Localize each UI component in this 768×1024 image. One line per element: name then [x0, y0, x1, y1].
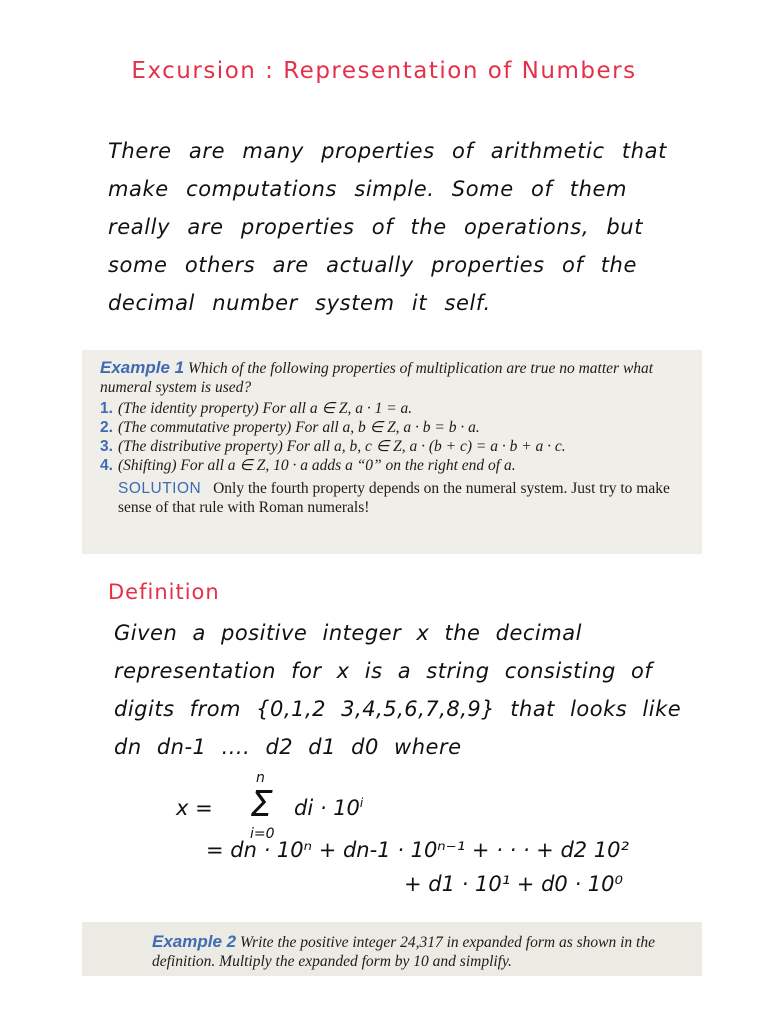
formula-term-base: di · 10	[294, 796, 360, 820]
solution-block	[100, 479, 688, 517]
properties-list	[100, 399, 688, 475]
definition-body: Given a positive integer x the decimal representation for x is a string consisting of digits from {0,1,2 3,4,5,6,7,8,9} that looks like dn dn-1 .... d2 d1 d0 where	[114, 621, 682, 759]
example-2-box	[82, 922, 702, 976]
list-item-text: (The identity property) For all a ∈ Z, a · 1 = a.	[118, 400, 413, 417]
example-1-question: Which of the following properties of multiplication are true no matter what numeral system is used?	[100, 360, 654, 396]
sum-lower-limit: i=0	[250, 826, 275, 842]
list-item	[100, 437, 688, 456]
list-item-number: 2.	[100, 419, 113, 436]
list-item	[100, 399, 688, 418]
list-item	[100, 456, 688, 475]
list-item-number: 4.	[100, 457, 113, 474]
list-item-text: (The commutative property) For all a, b ∈ Z, a · b = b · a.	[118, 419, 480, 436]
formula-term	[294, 796, 363, 820]
formula-term-exponent: i	[359, 796, 364, 810]
page-title: Excursion : Representation of Numbers	[131, 58, 637, 84]
solution-label: SOLUTION	[118, 480, 202, 497]
list-item-text: (The distributive property) For all a, b, c ∈ Z, a · (b + c) = a · b + a · c.	[118, 438, 566, 455]
intro-paragraph: There are many properties of arithmetic that make computations simple. Some of them really are properties of the operations, but some others are actually properties of the decimal number system it self.	[108, 139, 667, 315]
sum-upper-limit: n	[256, 770, 265, 786]
summation-formula	[176, 770, 696, 900]
formula-expansion-line-2: + d1 · 10¹ + d0 · 10⁰	[404, 872, 623, 896]
formula-lhs: x =	[176, 796, 213, 820]
example-1-question-block	[100, 358, 688, 397]
example-2-label: Example 2	[152, 932, 237, 951]
list-item-number: 1.	[100, 400, 113, 417]
example-2-block	[152, 932, 688, 971]
list-item	[100, 418, 688, 437]
example-2-text: Write the positive integer 24,317 in expanded form as shown in the definition. Multiply the expanded form by 10 and simplify.	[152, 934, 655, 970]
sigma-symbol: Σ	[250, 784, 273, 825]
definition-heading: Definition	[108, 580, 220, 604]
list-item-text: (Shifting) For all a ∈ Z, 10 · a adds a “0” on the right end of a.	[118, 457, 516, 474]
example-1-box	[82, 350, 702, 554]
solution-text: Only the fourth property depends on the numeral system. Just try to make sense of that rule with Roman numerals!	[118, 480, 670, 516]
list-item-number: 3.	[100, 438, 113, 455]
example-1-label: Example 1	[100, 358, 185, 377]
formula-expansion-line-1: = dn · 10ⁿ + dn-1 · 10ⁿ⁻¹ + · · · + d2 10²	[206, 838, 629, 862]
